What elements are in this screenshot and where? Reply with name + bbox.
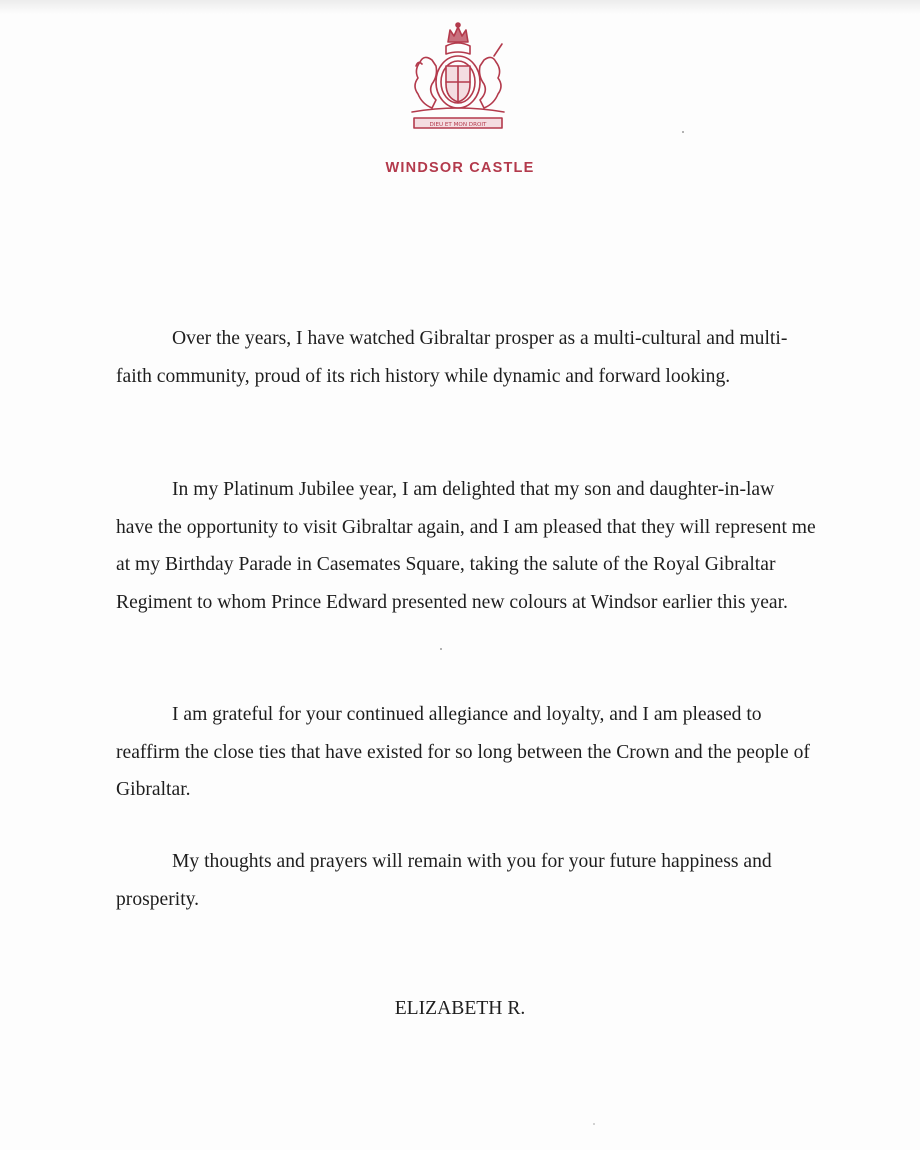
scan-edge-shadow: [0, 0, 920, 14]
scan-speck: [593, 1123, 595, 1125]
crest-motto: DIEU ET MON DROIT: [429, 122, 487, 128]
scan-speck: [682, 131, 684, 133]
royal-coat-of-arms-icon: [396, 20, 520, 132]
scan-speck: [440, 648, 442, 650]
letterhead-address: WINDSOR CASTLE: [385, 160, 535, 176]
letter-paragraph-3: I am grateful for your continued allegiance and loyalty, and I am pleased to reaffirm the close ties that have existed for so long between the Crown and the people of Gibraltar.: [116, 704, 810, 801]
letter-paragraph-4: My thoughts and prayers will remain with you for your future happiness and prosperity.: [116, 851, 772, 910]
letter-paragraph-1: Over the years, I have watched Gibraltar prosper as a multi-cultural and multi-faith community, proud of its rich history while dynamic and forward looking.: [116, 328, 788, 387]
signature: ELIZABETH R.: [394, 998, 526, 1019]
letter-paragraph-2: In my Platinum Jubilee year, I am delighted that my son and daughter-in-law have the opportunity to visit Gibraltar again, and I am pleased that they will represent me at my Birthday Parade in Casemates Square, taking the salute of the Royal Gibraltar Regiment to whom Prince Edward presented new colours at Windsor earlier this year.: [116, 479, 816, 613]
